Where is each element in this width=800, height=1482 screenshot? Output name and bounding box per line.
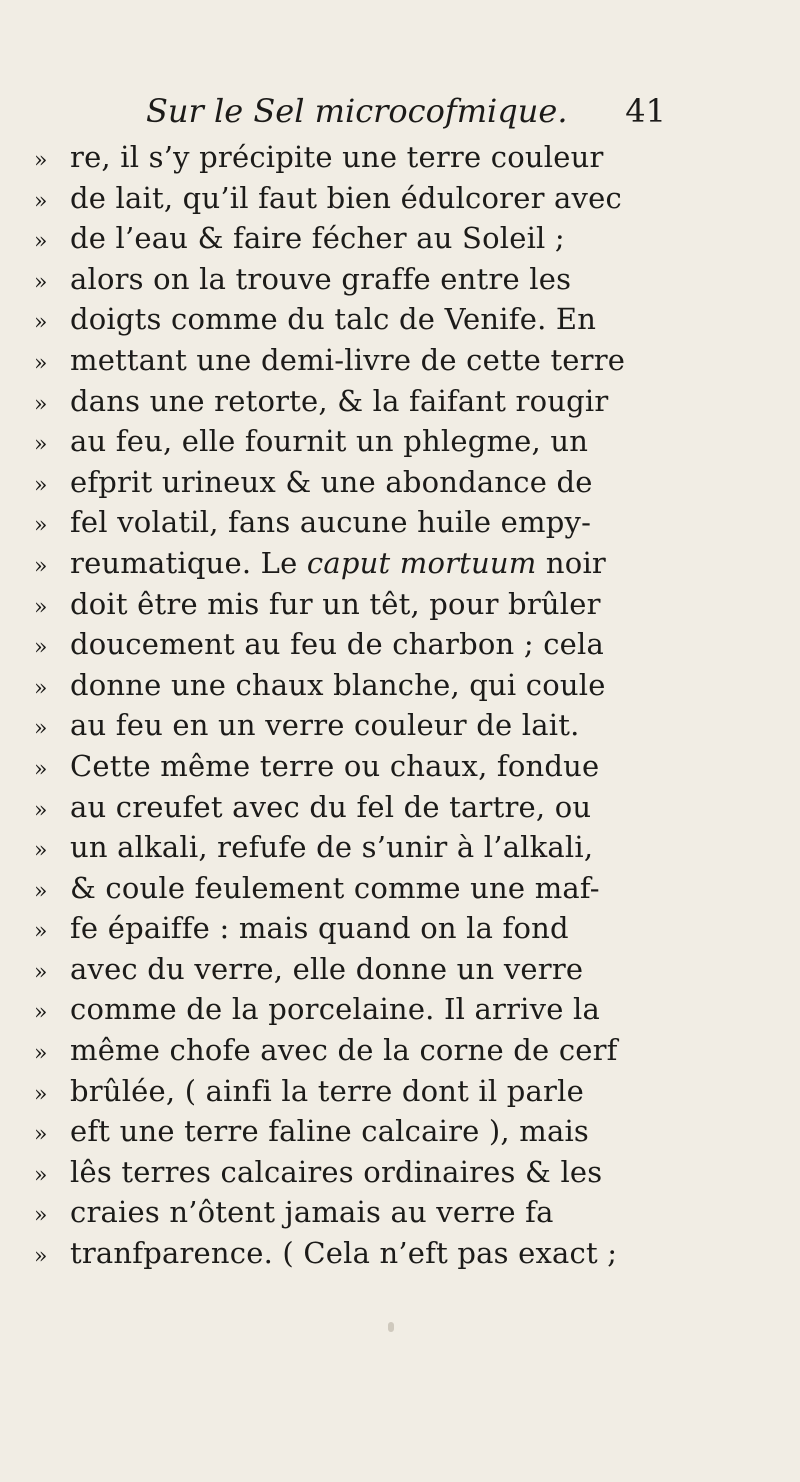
quote-mark: »: [34, 675, 48, 701]
line-text: brûlée, ( ainfi la terre dont il parle: [70, 1073, 584, 1108]
text-line: [34, 830, 634, 871]
text-line: [34, 505, 634, 546]
body-text: [34, 140, 634, 1277]
text-line: [34, 221, 634, 262]
quote-mark: »: [34, 432, 48, 458]
line-text: doigts comme du talc de Venife. En: [70, 302, 597, 337]
line-text: un alkali, refufe de s’unir à l’alkali,: [70, 830, 594, 865]
line-text: mettant une demi-livre de cette terre: [70, 342, 626, 377]
line-text: au feu, elle fournit un phlegme, un: [70, 424, 589, 459]
quote-mark: »: [34, 838, 48, 864]
quote-mark: »: [34, 1122, 48, 1148]
text-line: [34, 140, 634, 181]
text-line: [34, 871, 634, 912]
text-line: [34, 749, 634, 790]
quote-mark: »: [34, 594, 48, 620]
line-text: eft une terre faline calcaire ), mais: [70, 1114, 590, 1149]
page-header: [146, 92, 666, 136]
text-line: [34, 181, 634, 222]
quote-mark: »: [34, 878, 48, 904]
line-text: doit être mis fur un têt, pour brûler: [70, 586, 601, 621]
text-line: [34, 1033, 634, 1074]
line-text: au feu en un verre couleur de lait.: [70, 708, 580, 743]
quote-mark: »: [34, 716, 48, 742]
line-text: de lait, qu’il faut bien édulcorer avec: [70, 180, 622, 215]
text-line: [34, 1114, 634, 1155]
quote-mark: »: [34, 1244, 48, 1270]
line-text: comme de la porcelaine. Il arrive la: [70, 992, 600, 1027]
line-text: fe épaiffe : mais quand on la fond: [70, 911, 569, 946]
line-text: doucement au feu de charbon ; cela: [70, 627, 604, 662]
quote-mark: »: [34, 959, 48, 985]
quote-mark: »: [34, 1162, 48, 1188]
quote-mark: »: [34, 310, 48, 336]
line-text: avec du verre, elle donne un verre: [70, 951, 584, 986]
text-line: [34, 992, 634, 1033]
quote-mark: »: [34, 553, 48, 579]
text-line: [34, 302, 634, 343]
line-text: au creufet avec du fel de tartre, ou: [70, 789, 592, 824]
quote-mark: »: [34, 391, 48, 417]
quote-mark: »: [34, 269, 48, 295]
text-line: [34, 1155, 634, 1196]
line-text: Cette même terre ou chaux, fondue: [70, 748, 600, 783]
line-text: tranfparence. ( Cela n’eft pas exact ;: [70, 1236, 618, 1271]
page-number: 41: [625, 92, 666, 130]
line-text: & coule feulement comme une maf-: [70, 870, 600, 905]
text-line: [34, 546, 634, 587]
text-line: [34, 343, 634, 384]
line-text: re, il s’y précipite une terre couleur: [70, 140, 604, 174]
text-line: [34, 465, 634, 506]
line-text: craies n’ôtent jamais au verre fa: [70, 1195, 554, 1230]
quote-mark: »: [34, 513, 48, 539]
text-line: [34, 627, 634, 668]
quote-mark: »: [34, 1081, 48, 1107]
quote-mark: »: [34, 188, 48, 214]
text-line: [34, 1074, 634, 1115]
text-line: [34, 424, 634, 465]
quote-mark: »: [34, 635, 48, 661]
quote-mark: »: [34, 1000, 48, 1026]
text-line: [34, 668, 634, 709]
text-line: [34, 587, 634, 628]
text-line: [34, 708, 634, 749]
line-text: même chofe avec de la corne de cerf: [70, 1033, 618, 1068]
quote-mark: »: [34, 350, 48, 376]
quote-mark: »: [34, 919, 48, 945]
quote-mark: »: [34, 1041, 48, 1067]
paper-mark: [388, 1322, 394, 1332]
line-text: fel volatil, fans aucune huile empy-: [70, 505, 592, 540]
text-line: [34, 952, 634, 993]
quote-mark: »: [34, 148, 48, 173]
line-text: dans une retorte, & la faifant rougir: [70, 383, 609, 418]
quote-mark: »: [34, 1203, 48, 1229]
text-line: [34, 1195, 634, 1236]
quote-mark: »: [34, 472, 48, 498]
quote-mark: »: [34, 229, 48, 255]
quote-mark: »: [34, 797, 48, 823]
italic-phrase: caput mortuum: [306, 545, 537, 580]
line-text: de l’eau & faire fécher au Soleil ;: [70, 221, 565, 256]
line-text: lês terres calcaires ordinaires & les: [70, 1154, 603, 1189]
line-text: alors on la trouve graffe entre les: [70, 261, 572, 296]
text-line: [34, 262, 634, 303]
text-line: [34, 384, 634, 425]
line-text: donne une chaux blanche, qui coule: [70, 667, 606, 702]
running-head: Sur le Sel microcofmique.: [146, 92, 568, 130]
quote-mark: »: [34, 756, 48, 782]
text-line: [34, 790, 634, 831]
text-line: [34, 911, 634, 952]
text-line: [34, 1236, 634, 1277]
line-text: reumatique. Le caput mortuum noir: [70, 545, 606, 580]
line-text: efprit urineux & une abondance de: [70, 464, 593, 499]
